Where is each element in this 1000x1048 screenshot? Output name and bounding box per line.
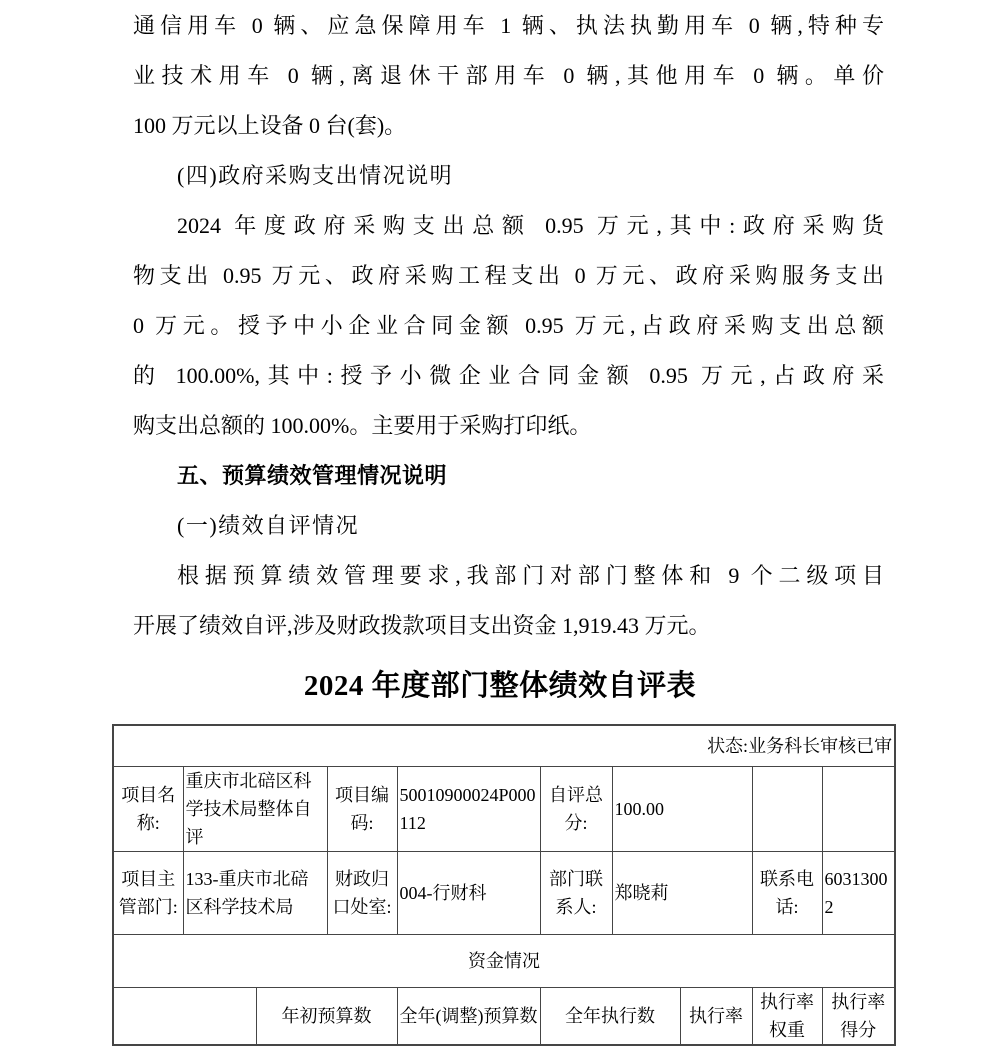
funds-col-adjusted-budget: 全年(调整)预算数: [397, 987, 540, 1045]
empty-cell: [752, 766, 822, 851]
subsection-heading-self-eval: (一)绩效自评情况: [177, 513, 360, 538]
status-text: 状态:业务科长审核已审: [113, 725, 895, 766]
funds-col-initial-budget: 年初预算数: [256, 987, 397, 1045]
funds-col-execution: 全年执行数: [540, 987, 680, 1045]
table-row: [113, 766, 895, 851]
contact-person-label: 部门联系人:: [540, 851, 612, 934]
funds-col-exec-rate-weight: 执行率权重: [752, 987, 822, 1045]
body-line: 0 万元。授予中小企业合同金额 0.95 万元,占政府采购支出总额: [133, 313, 884, 338]
supervising-dept-label: 项目主管部门:: [113, 851, 183, 934]
project-name-label: 项目名称:: [113, 766, 183, 851]
section-heading-performance: 五、预算绩效管理情况说明: [177, 463, 448, 488]
project-name-value: 重庆市北碚区科学技术局整体自评: [183, 766, 327, 851]
project-code-label: 项目编码:: [327, 766, 397, 851]
empty-cell: [822, 766, 895, 851]
funds-section-header: 资金情况: [113, 934, 895, 987]
body-line: 2024 年度政府采购支出总额 0.95 万元,其中:政府采购货: [177, 213, 884, 238]
project-code-value: 50010900024P000112: [397, 766, 540, 851]
body-line: 100 万元以上设备 0 台(套)。: [133, 113, 407, 138]
supervising-dept-value: 133-重庆市北碚区科学技术局: [183, 851, 327, 934]
phone-value: 60313002: [822, 851, 895, 934]
status-row: [113, 725, 895, 766]
finance-office-value: 004-行财科: [397, 851, 540, 934]
funds-col-exec-rate: 执行率: [680, 987, 752, 1045]
funds-section-row: [113, 934, 895, 987]
body-line: 物支出 0.95 万元、政府采购工程支出 0 万元、政府采购服务支出: [133, 263, 884, 288]
phone-label: 联系电话:: [752, 851, 822, 934]
body-text: [133, 1, 884, 651]
body-line: 开展了绩效自评,涉及财政拨款项目支出资金 1,919.43 万元。: [133, 613, 711, 638]
self-score-label: 自评总分:: [540, 766, 612, 851]
finance-office-label: 财政归口处室:: [327, 851, 397, 934]
funds-header-row: [113, 987, 895, 1045]
section-heading-procurement: (四)政府采购支出情况说明: [177, 163, 454, 188]
body-line: 通信用车 0 辆、应急保障用车 1 辆、执法执勤用车 0 辆,特种专: [133, 13, 884, 38]
body-line: 业技术用车 0 辆,离退休干部用车 0 辆,其他用车 0 辆。单价: [133, 63, 884, 88]
body-line: 根据预算绩效管理要求,我部门对部门整体和 9 个二级项目: [177, 563, 884, 588]
body-line: 购支出总额的 100.00%。主要用于采购打印纸。: [133, 413, 592, 438]
funds-col-exec-rate-score: 执行率得分: [822, 987, 895, 1045]
contact-person-value: 郑晓莉: [612, 851, 752, 934]
self-eval-table: [112, 724, 896, 1046]
table-title: 2024 年度部门整体绩效自评表: [303, 670, 697, 702]
body-line: 的 100.00%,其中:授予小微企业合同金额 0.95 万元,占政府采: [133, 363, 884, 388]
table-row: [113, 851, 895, 934]
self-score-value: 100.00: [612, 766, 752, 851]
funds-col-empty: [113, 987, 256, 1045]
